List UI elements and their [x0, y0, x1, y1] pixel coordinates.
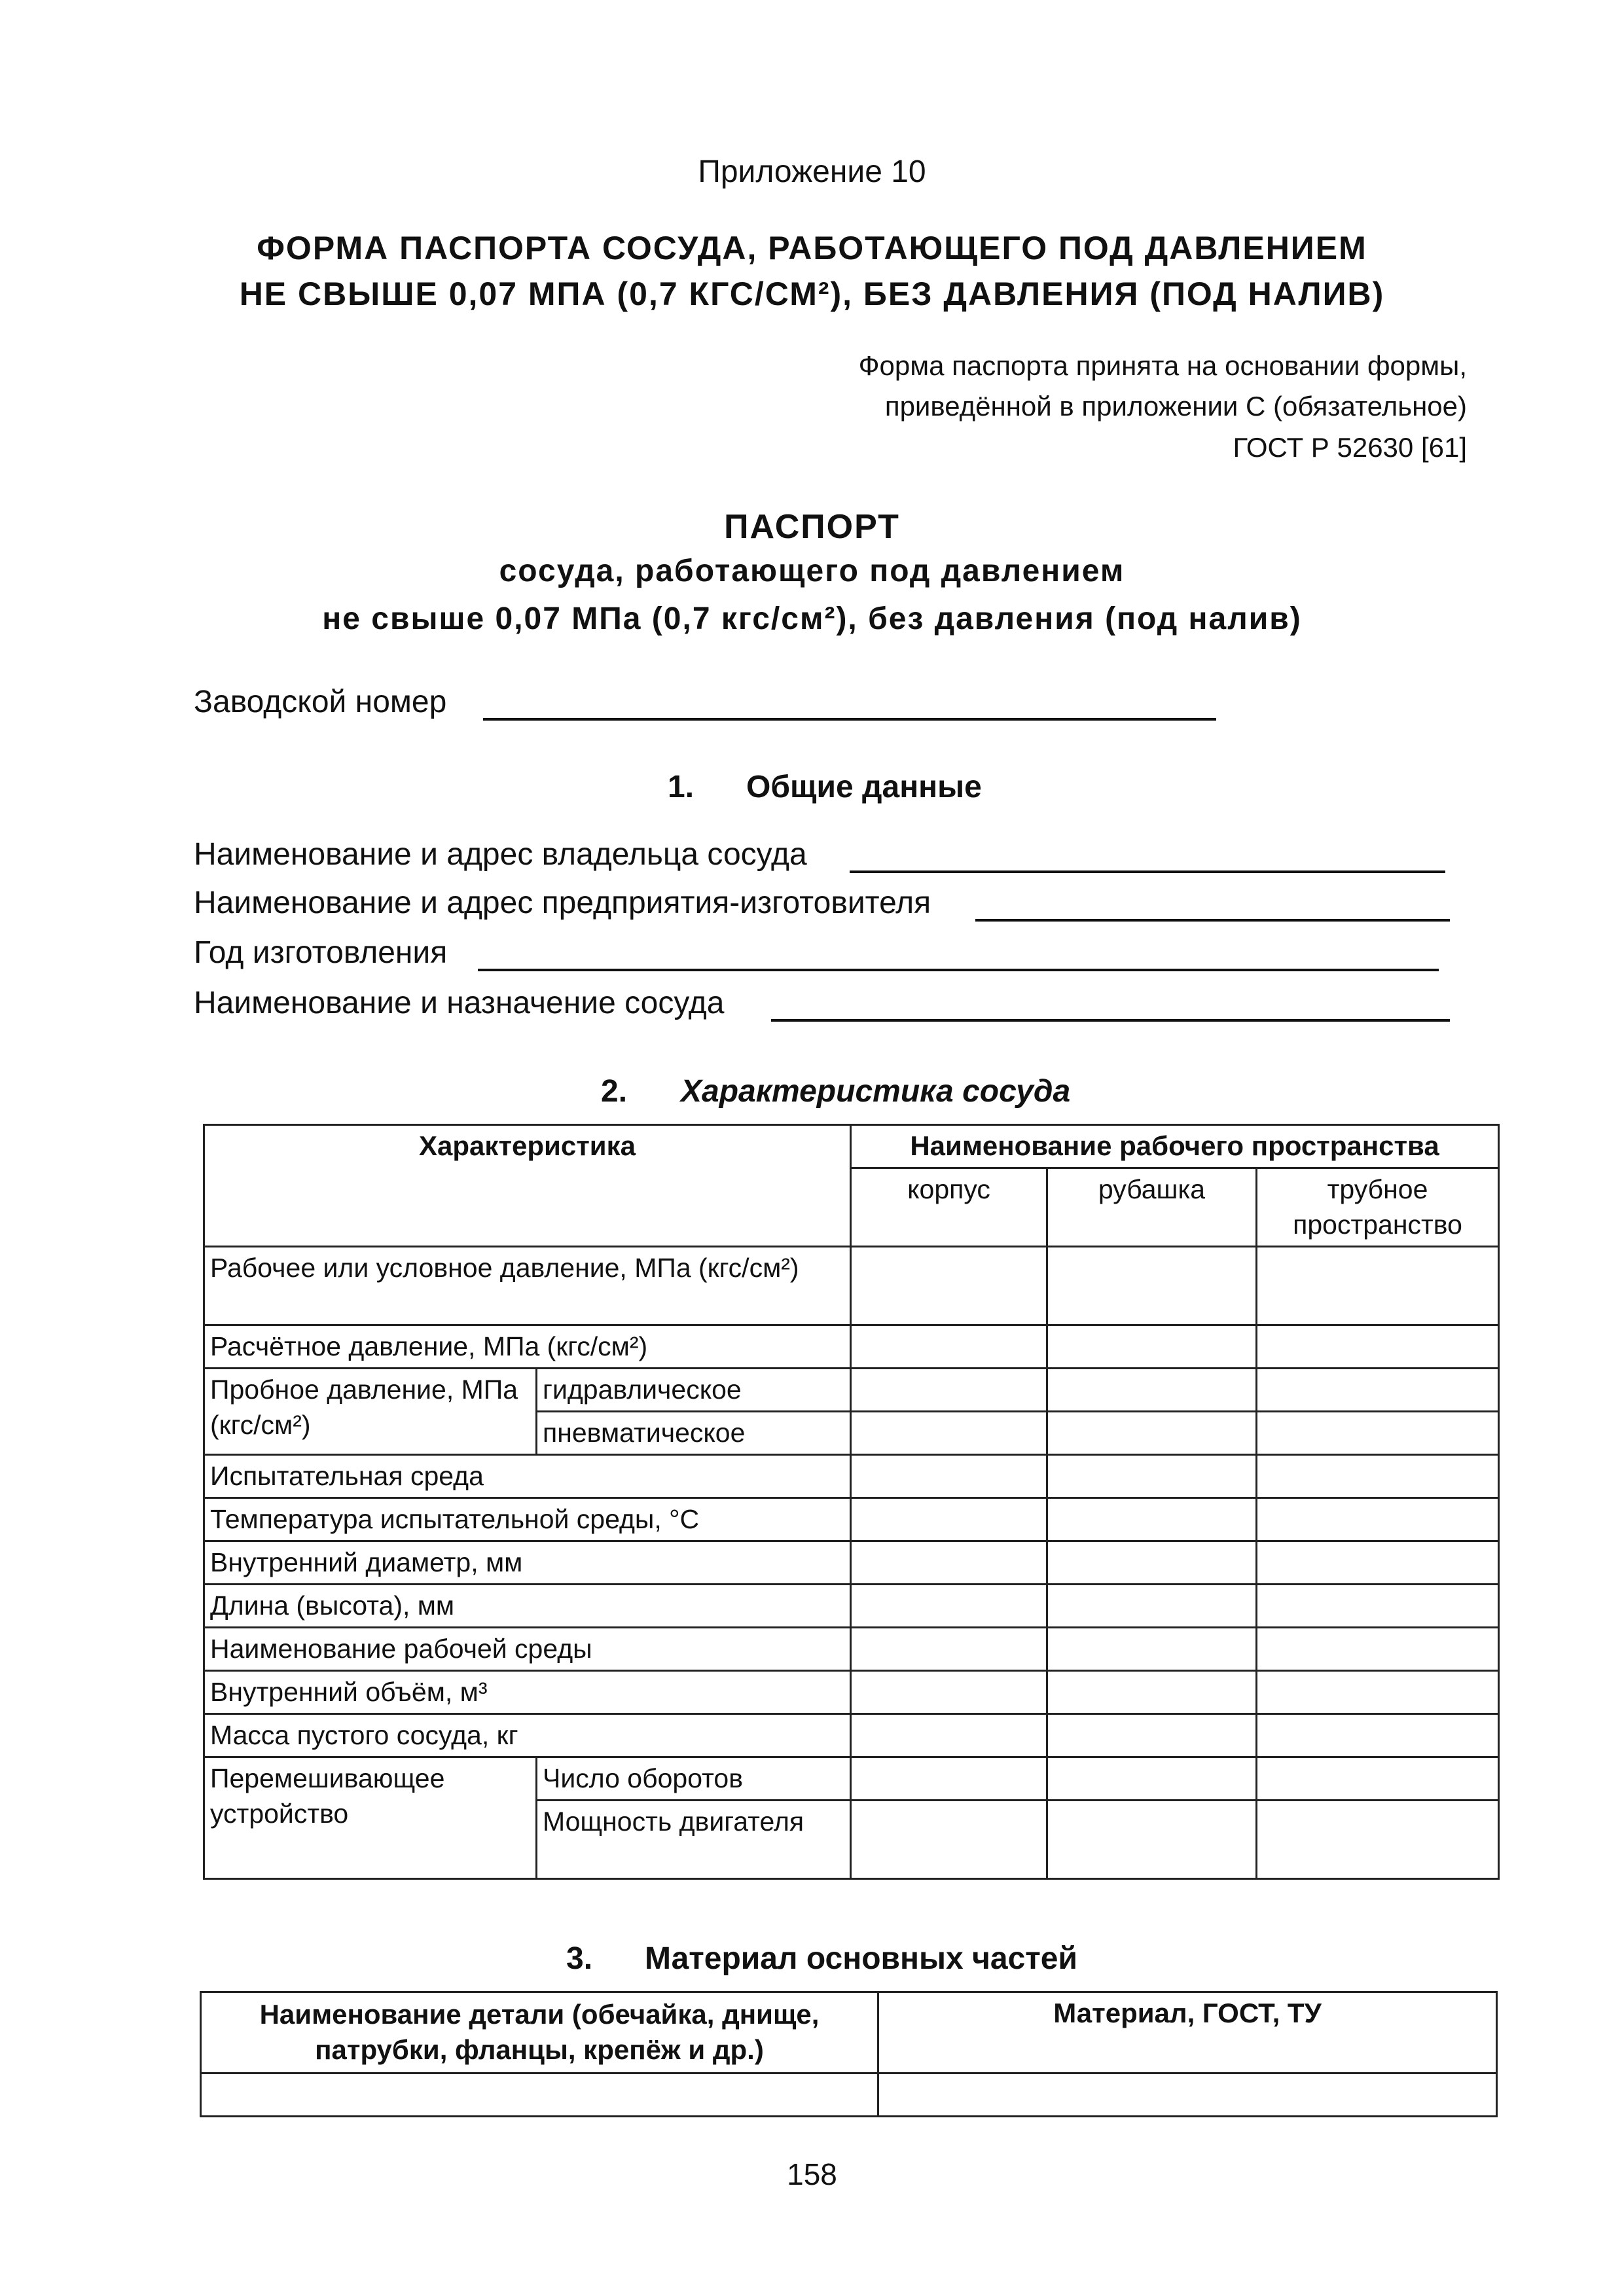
cell-input[interactable]	[1047, 1628, 1257, 1671]
row-inner-volume: Внутренний объём, м³	[204, 1671, 851, 1714]
row-length: Длина (высота), мм	[204, 1585, 851, 1628]
cell-input[interactable]	[1047, 1412, 1257, 1455]
row-test-temperature: Температура испытательной среды, °С	[204, 1498, 851, 1541]
year-label: Год изготовления	[194, 935, 448, 970]
cell-input[interactable]	[1257, 1455, 1499, 1498]
form-title-line2: НЕ СВЫШЕ 0,07 МПА (0,7 КГС/СМ²), БЕЗ ДАВЛЕНИЯ (ПОД НАЛИВ)	[239, 276, 1385, 312]
col-material-header: Материал, ГОСТ, ТУ	[878, 1992, 1497, 2073]
row-motor-power: Мощность двигателя	[537, 1801, 851, 1879]
cell-input[interactable]	[1047, 1801, 1257, 1879]
manufacturer-label: Наименование и адрес предприятия-изготовителя	[194, 886, 931, 920]
row-working-pressure: Рабочее или условное давление, МПа (кгс/см²)	[204, 1247, 851, 1325]
cell-input[interactable]	[878, 2073, 1497, 2117]
cell-input[interactable]	[1257, 1325, 1499, 1369]
section-3-number: 3.	[566, 1941, 593, 1976]
owner-label: Наименование и адрес владельца сосуда	[194, 837, 807, 872]
subcol-shell: корпус	[851, 1168, 1047, 1247]
vessel-purpose-label: Наименование и назначение сосуда	[194, 986, 725, 1020]
col-characteristic-header: Характеристика	[204, 1125, 851, 1247]
col-part-header: Наименование детали (обечайка, днище, патрубки, фланцы, крепёж и др.)	[201, 1992, 878, 2073]
characteristics-table	[203, 1124, 1500, 1880]
section-2-number: 2.	[601, 1074, 628, 1109]
cell-input[interactable]	[1047, 1541, 1257, 1585]
col-workspace-header: Наименование рабочего пространства	[851, 1125, 1499, 1168]
row-mixer: Перемешивающее устройство	[204, 1757, 537, 1879]
cell-input[interactable]	[1257, 1541, 1499, 1585]
cell-input[interactable]	[1257, 1369, 1499, 1412]
row-test-pressure: Пробное давление, МПа (кгс/см²)	[204, 1369, 537, 1455]
appendix-label: Приложение 10	[698, 154, 926, 189]
section-2-title: Характеристика сосуда	[681, 1074, 1071, 1109]
cell-input[interactable]	[851, 1801, 1047, 1879]
cell-input[interactable]	[1047, 1498, 1257, 1541]
cell-input[interactable]	[1257, 1412, 1499, 1455]
cell-input[interactable]	[1257, 1801, 1499, 1879]
form-title-line1: ФОРМА ПАСПОРТА СОСУДА, РАБОТАЮЩЕГО ПОД ДАВЛЕНИЕМ	[257, 230, 1367, 266]
cell-input[interactable]	[851, 1455, 1047, 1498]
cell-input[interactable]	[851, 1247, 1047, 1325]
owner-field[interactable]	[850, 870, 1445, 873]
cell-input[interactable]	[1047, 1247, 1257, 1325]
row-hydraulic: гидравлическое	[537, 1369, 851, 1412]
serial-number-label: Заводской номер	[194, 685, 447, 719]
manufacturer-field[interactable]	[975, 919, 1450, 922]
cell-input[interactable]	[1257, 1498, 1499, 1541]
section-1-title: Общие данные	[746, 770, 982, 804]
cell-input[interactable]	[851, 1541, 1047, 1585]
cell-input[interactable]	[1257, 1247, 1499, 1325]
row-design-pressure: Расчётное давление, МПа (кгс/см²)	[204, 1325, 851, 1369]
page-number: 158	[787, 2157, 837, 2191]
serial-number-field[interactable]	[483, 718, 1216, 721]
cell-input[interactable]	[1257, 1714, 1499, 1757]
cell-input[interactable]	[851, 1498, 1047, 1541]
cell-input[interactable]	[851, 1369, 1047, 1412]
passport-subtitle-1: сосуда, работающего под давлением	[499, 554, 1125, 588]
cell-input[interactable]	[1047, 1455, 1257, 1498]
materials-table	[200, 1991, 1498, 2117]
row-inner-diameter: Внутренний диаметр, мм	[204, 1541, 851, 1585]
cell-input[interactable]	[851, 1325, 1047, 1369]
cell-input[interactable]	[851, 1628, 1047, 1671]
cell-input[interactable]	[851, 1585, 1047, 1628]
form-note-line3: ГОСТ Р 52630 [61]	[1233, 432, 1467, 463]
row-working-medium: Наименование рабочей среды	[204, 1628, 851, 1671]
cell-input[interactable]	[851, 1714, 1047, 1757]
cell-input[interactable]	[851, 1412, 1047, 1455]
cell-input[interactable]	[851, 1757, 1047, 1801]
subcol-jacket: рубашка	[1047, 1168, 1257, 1247]
cell-input[interactable]	[1047, 1325, 1257, 1369]
cell-input[interactable]	[1047, 1585, 1257, 1628]
passport-title: ПАСПОРТ	[724, 508, 900, 546]
cell-input[interactable]	[1257, 1671, 1499, 1714]
vessel-purpose-field[interactable]	[771, 1019, 1450, 1022]
passport-subtitle-2: не свыше 0,07 МПа (0,7 кгс/см²), без давления (под налив)	[322, 601, 1302, 636]
cell-input[interactable]	[851, 1671, 1047, 1714]
cell-input[interactable]	[1257, 1628, 1499, 1671]
cell-input[interactable]	[1047, 1671, 1257, 1714]
cell-input[interactable]	[1257, 1585, 1499, 1628]
section-3-title: Материал основных частей	[645, 1941, 1078, 1976]
row-empty-mass: Масса пустого сосуда, кг	[204, 1714, 851, 1757]
row-rpm: Число оборотов	[537, 1757, 851, 1801]
cell-input[interactable]	[1047, 1369, 1257, 1412]
cell-input[interactable]	[201, 2073, 878, 2117]
cell-input[interactable]	[1257, 1757, 1499, 1801]
form-note-line1: Форма паспорта принята на основании формы,	[858, 350, 1467, 381]
form-note-line2: приведённой в приложении С (обязательное)	[884, 391, 1467, 422]
row-test-medium: Испытательная среда	[204, 1455, 851, 1498]
cell-input[interactable]	[1047, 1757, 1257, 1801]
year-field[interactable]	[478, 969, 1439, 971]
subcol-tube-space: трубное пространство	[1257, 1168, 1499, 1247]
row-pneumatic: пневматическое	[537, 1412, 851, 1455]
cell-input[interactable]	[1047, 1714, 1257, 1757]
section-1-number: 1.	[668, 770, 695, 804]
